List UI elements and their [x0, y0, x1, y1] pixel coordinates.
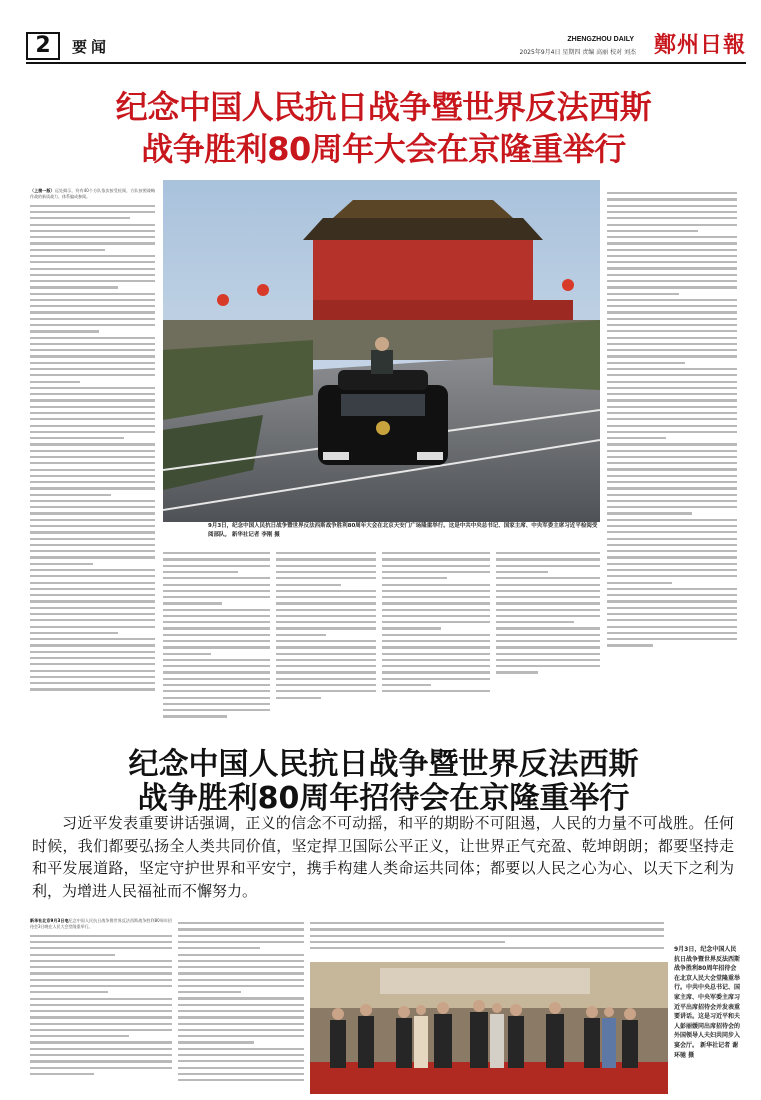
article1-column-3 — [276, 548, 376, 728]
article1-photo — [163, 180, 600, 522]
article2-lead: 新华社北京9月3日电 — [30, 918, 69, 923]
page-number: 2 — [26, 32, 60, 60]
article1-lead: （上接一版） — [30, 188, 55, 193]
article1-column-5 — [496, 548, 600, 728]
masthead-rule — [26, 62, 746, 64]
section-title: 要闻 — [72, 38, 111, 56]
article2-summary: 习近平发表重要讲话强调，正义的信念不可动摇，和平的期盼不可阻遏，人民的力量不可战胜。任何时候，我们都要弘扬全人类共同价值，坚定捍卫国际公平正义，让世界正气充盈、乾坤朗朗；都要坚持走和平发展道路，坚定守护世界和平安宁，携手构建人类命运共同体；都要以人民之心为心、以天下之利为利，为增进人民福祉而不懈努力。 — [32, 814, 734, 900]
article1-photo-caption: 9月3日，纪念中国人民抗日战争暨世界反法西斯战争胜利80周年大会在北京天安门广场隆重举行。这是中共中央总书记、国家主席、中央军委主席习近平检阅受阅部队。 新华社记者 李刚 摄 — [208, 523, 598, 538]
article1-headline-line2: 战争胜利80周年大会在京隆重举行 — [141, 130, 626, 168]
article2-lead-text: 纪念中国人民抗日战争暨世界反法西斯战争胜利80周年招待会3日晚在人民大会堂隆重举行。 — [30, 918, 172, 930]
article1-column-right — [607, 188, 737, 743]
reception-image — [310, 962, 668, 1094]
article1-lead-text: 远处揭示，符有40个方队依次接受检阅，方队按照战略作战的新质战力、体系编成参阅。 — [30, 188, 155, 200]
date-line: 2025年9月4日 星期四 责编 高丽 校对 刘杰 — [519, 49, 636, 56]
article1-column-4 — [382, 548, 490, 728]
article2-column-3 — [310, 918, 664, 954]
paper-name-en: ZHENGZHOU DAILY — [567, 36, 634, 43]
article2-headline-line2: 战争胜利80周年招待会在京隆重举行 — [137, 781, 630, 816]
newspaper-logo: 鄭州日報 — [653, 32, 746, 58]
parade-review-image — [163, 180, 600, 522]
article2-column-2 — [178, 918, 304, 1093]
article1-headline-line1: 纪念中国人民抗日战争暨世界反法西斯 — [115, 88, 652, 126]
article1-column-2 — [163, 548, 270, 728]
article2-column-1 — [30, 918, 172, 1093]
article2-headline-line1: 纪念中国人民抗日战争暨世界反法西斯 — [128, 747, 639, 782]
article2-photo — [310, 962, 668, 1094]
masthead — [26, 32, 746, 62]
article1-column-left — [30, 188, 155, 743]
article2-photo-caption: 9月3日，纪念中国人民抗日战争暨世界反法西斯战争胜利80周年招待会在北京人民大会堂隆重举行。中共中央总书记、国家主席、中央军委主席习近平出席招待会并发表重要讲话。这是习近平和夫人彭丽媛同出席招待会的外国领导人夫妇共同步入宴会厅。 新华社记者 谢环驰 摄 — [674, 946, 741, 1059]
